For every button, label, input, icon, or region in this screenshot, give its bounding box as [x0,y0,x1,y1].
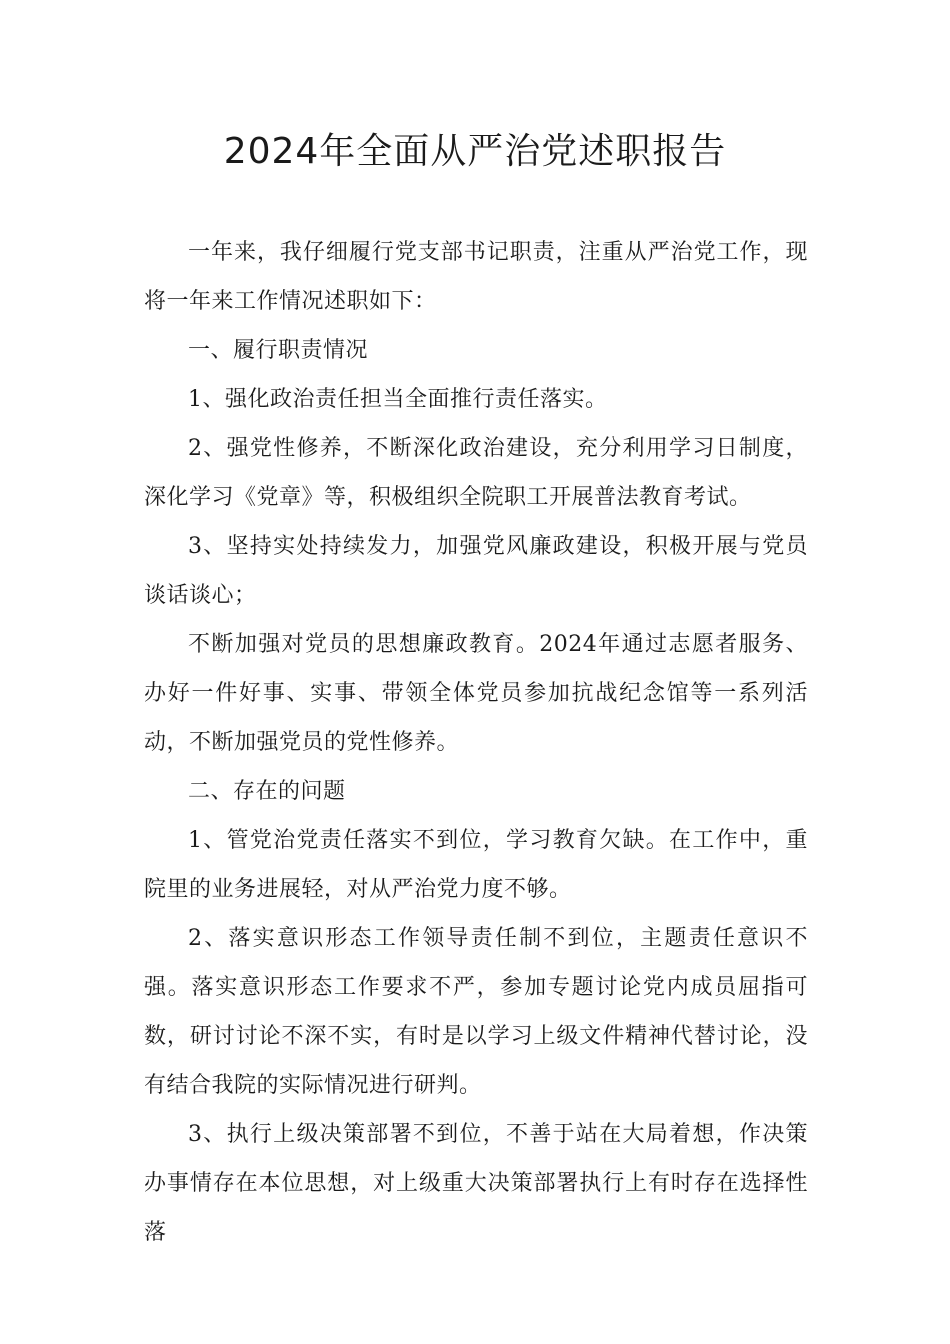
document-body [144,228,808,1257]
section-heading-problems: 二、存在的问题 [188,779,346,804]
duty-item-2: 2、强党性修养，不断深化政治建设，充分利用学习日制度，深化学习《党章》等，积极组织全院职工开展普法教育考试。 [144,436,808,510]
document-title: 2024年全面从严治党述职报告 [223,131,727,172]
section-heading-duties: 一、履行职责情况 [188,338,369,363]
problem-item-3: 3、执行上级决策部署不到位，不善于站在大局着想，作决策办事情存在本位思想，对上级重大决策部署执行上有时存在选择性落 [144,1122,808,1245]
duty-item-3-continued: 不断加强对党员的思想廉政教育。2024年通过志愿者服务、办好一件好事、实事、带领全体党员参加抗战纪念馆等一系列活动，不断加强党员的党性修养。 [144,632,808,755]
intro-paragraph: 一年来，我仔细履行党支部书记职责，注重从严治党工作，现将一年来工作情况述职如下： [144,240,808,314]
problem-item-1: 1、管党治党责任落实不到位，学习教育欠缺。在工作中，重院里的业务进展轻，对从严治党力度不够。 [144,828,808,902]
duty-item-1: 1、强化政治责任担当全面推行责任落实。 [188,387,608,412]
problem-item-2: 2、落实意识形态工作领导责任制不到位，主题责任意识不强。落实意识形态工作要求不严，参加专题讨论党内成员屈指可数，研讨讨论不深不实，有时是以学习上级文件精神代替讨论，没有结合我院的实际情况进行研判。 [144,926,808,1098]
duty-item-3: 3、坚持实处持续发力，加强党风廉政建设，积极开展与党员谈话谈心； [144,534,808,608]
